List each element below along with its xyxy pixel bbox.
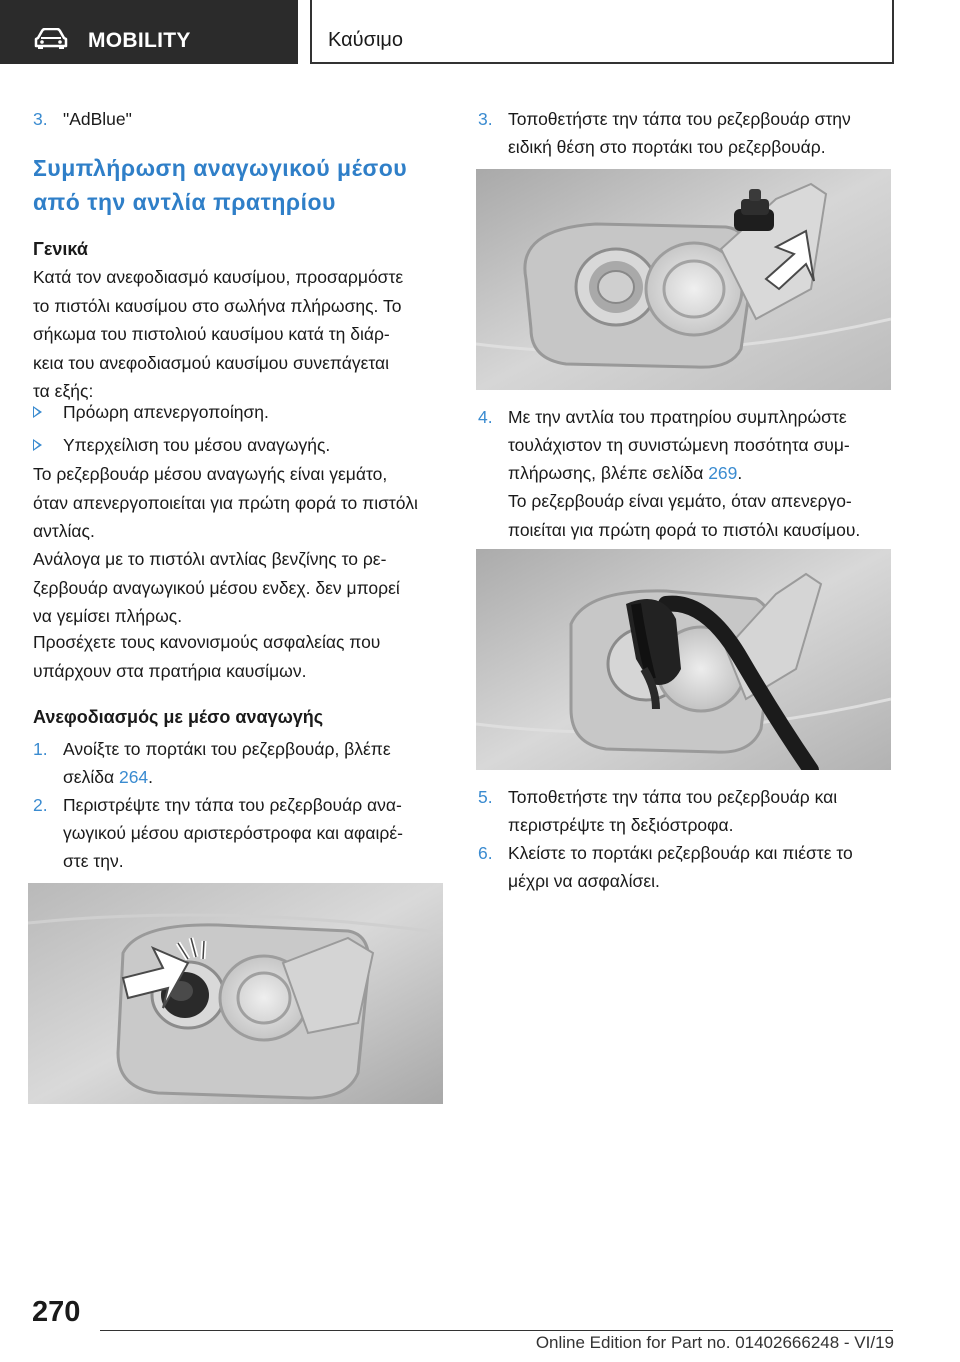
step-1 [33,735,445,795]
text-line: περιστρέψτε τη δεξιόστροφα. [508,815,734,835]
step-number: 4. [478,407,493,427]
intro-paragraph [33,263,445,406]
text-line: Περιστρέψτε την τάπα του ρεζερβουάρ ανα- [63,795,402,815]
step-4 [478,403,893,493]
text-line: τα εξής: [33,381,94,401]
step-number: 3. [478,109,493,129]
text-line: ειδική θέση στο πορτάκι του ρεζερβουάρ. [508,137,826,157]
triangle-bullet-icon [33,439,42,451]
text-line: Το ρεζερβουάρ μέσου αναγωγής είναι γεμάτο, [33,464,388,484]
subheading-refueling: Ανεφοδιασμός με μέσο αναγωγής [33,707,324,727]
text-line: ποιείται για πρώτη φορά το πιστόλι καυσίμου. [508,519,861,540]
text-line: Τοποθετήστε την τάπα του ρεζερβουάρ στην [508,109,851,129]
photo-remove-cap [28,883,443,1104]
section-tab[interactable] [0,0,298,64]
step-2 [33,791,445,881]
photo-pump-nozzle [476,549,891,770]
paragraph-full-tank [33,460,445,546]
text-line: Κλείστε το πορτάκι ρεζερβουάρ και πιέστε το [508,843,853,863]
text-line: κεια του ανεφοδιασμού καυσίμου συνεπάγεται [33,352,390,373]
edition-note: Online Edition for Part no. 01402666248 - VI/19 [535,1333,894,1352]
subheading-general: Γενικά [33,239,88,259]
step-3-right [478,105,893,165]
page-link-269[interactable]: 269 [708,463,738,483]
text-line: πλήρωσης, βλέπε σελίδα [508,463,709,483]
section-heading [33,151,407,219]
text-line: Ανάλογα με το πιστόλι αντλίας βενζίνης το ρε- [33,549,387,569]
triangle-bullet-icon [33,406,42,418]
text-line: μέχρι να ασφαλίσει. [508,871,660,891]
chapter-title-box [310,0,894,64]
page-link-264[interactable]: 264 [118,767,149,787]
text-line: Προσέχετε τους κανονισμούς ασφαλείας που [33,632,381,652]
step-6 [478,839,893,899]
text-line: . [148,767,154,787]
text-line: τουλάχιστον τη συνιστώμενη ποσότητα συμ- [508,435,850,455]
text-line: να γεμίσει πλήρως. [33,606,183,626]
text-line: σελίδα [63,767,119,787]
text-line: Κατά τον ανεφοδιασμό καυσίμου, προσαρμόστε [33,267,404,287]
step-text: "AdBlue" [63,109,132,129]
footer-divider [100,1330,893,1331]
step-number: 6. [478,843,493,863]
text-line: Τοποθετήστε την τάπα του ρεζερβουάρ και [508,787,838,807]
photo-cap-holder [476,169,891,390]
paragraph-pump-nozzle [33,545,445,631]
text-line: ζερβουάρ αναγωγικού μέσου ενδεχ. δεν μπορεί [33,577,400,598]
text-line: γωγικού μέσου αριστερόστροφα και αφαιρέ- [63,823,403,843]
bullet-text: Πρόωρη απενεργοποίηση. [63,402,269,422]
page-number: 270 [32,1296,81,1328]
car-icon [34,28,68,50]
step-number: 1. [33,739,48,759]
step-5 [478,783,893,843]
paragraph-safety [33,628,445,685]
step-number: 5. [478,787,493,807]
step-number: 3. [33,109,48,129]
text-line: Με την αντλία του πρατηρίου συμπληρώστε [508,407,847,427]
heading-line: από την αντλία πρατηρίου [33,189,336,215]
text-line: Ανοίξτε το πορτάκι του ρεζερβουάρ, βλέπε [63,739,391,759]
chapter-title: Καύσιμο [328,29,404,51]
text-line: Το ρεζερβουάρ είναι γεμάτο, όταν απενεργο- [508,491,852,511]
bullet-text: Υπερχείλιση του μέσου αναγωγής. [63,435,331,455]
step-4-note [508,487,893,544]
text-line: . [737,463,743,483]
text-line: αντλίας. [33,521,95,541]
text-line: όταν απενεργοποιείται για πρώτη φορά το πιστόλι [33,492,418,513]
section-label: MOBILITY [88,29,191,52]
text-line: υπάρχουν στα πρατήρια καυσίμων. [33,660,307,681]
text-line: το πιστόλι καυσίμου στο σωλήνα πλήρωσης. Το [33,295,402,316]
heading-line: Συμπλήρωση αναγωγικού μέσου [33,155,408,181]
text-line: σήκωμα του πιστολιού καυσίμου κατά τη διάρ- [33,324,390,344]
step-number: 2. [33,795,48,815]
text-line: στε την. [63,851,124,871]
